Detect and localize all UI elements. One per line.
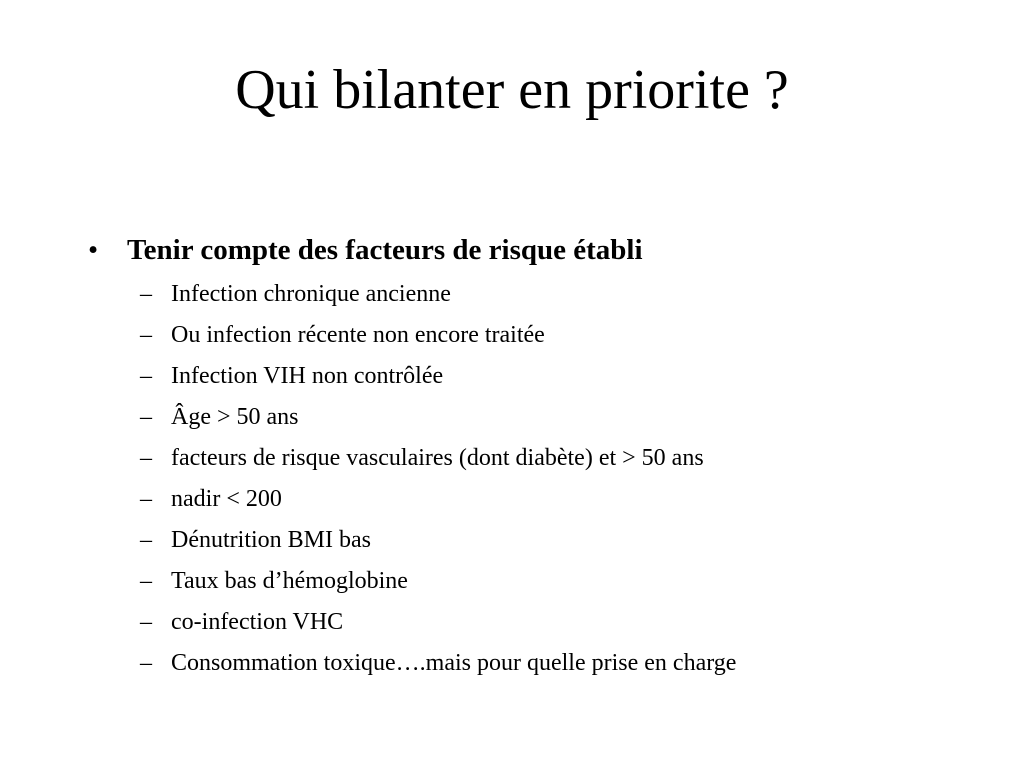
list-item-text: Consommation toxique….mais pour quelle prise en charge [171,650,737,676]
list-item-text: Taux bas d’hémoglobine [171,568,408,594]
list-item [0,479,1024,520]
main-bullet-text: Tenir compte des facteurs de risque établi [127,234,643,266]
list-item-text: Dénutrition BMI bas [171,527,371,553]
list-item-text: Âge > 50 ans [171,404,299,430]
slide-body [0,228,1024,682]
list-item [0,602,1024,643]
list-item [0,315,1024,356]
dash-icon: – [140,568,152,594]
list-item-text: nadir < 200 [171,486,282,512]
list-item [0,438,1024,479]
list-item [0,520,1024,561]
list-item [0,397,1024,438]
dash-icon: – [140,281,152,307]
list-item-text: Infection chronique ancienne [171,281,451,307]
list-item-text: Infection VIH non contrôlée [171,363,444,389]
dash-icon: – [140,322,152,348]
list-item [0,561,1024,602]
dash-icon: – [140,404,152,430]
dash-icon: – [140,650,152,676]
slide-title: Qui bilanter en priorite ? [235,59,789,121]
risk-factor-list [0,274,1024,684]
list-item-text: facteurs de risque vasculaires (dont diabète) et > 50 ans [171,445,704,471]
bullet-icon: • [88,234,99,266]
dash-icon: – [140,363,152,389]
list-item [0,643,1024,684]
main-bullet [0,228,1024,272]
list-item-text: Ou infection récente non encore traitée [171,322,545,348]
list-item [0,274,1024,315]
list-item [0,356,1024,397]
dash-icon: – [140,486,152,512]
dash-icon: – [140,527,152,553]
dash-icon: – [140,445,152,471]
dash-icon: – [140,609,152,635]
list-item-text: co-infection VHC [171,609,344,635]
